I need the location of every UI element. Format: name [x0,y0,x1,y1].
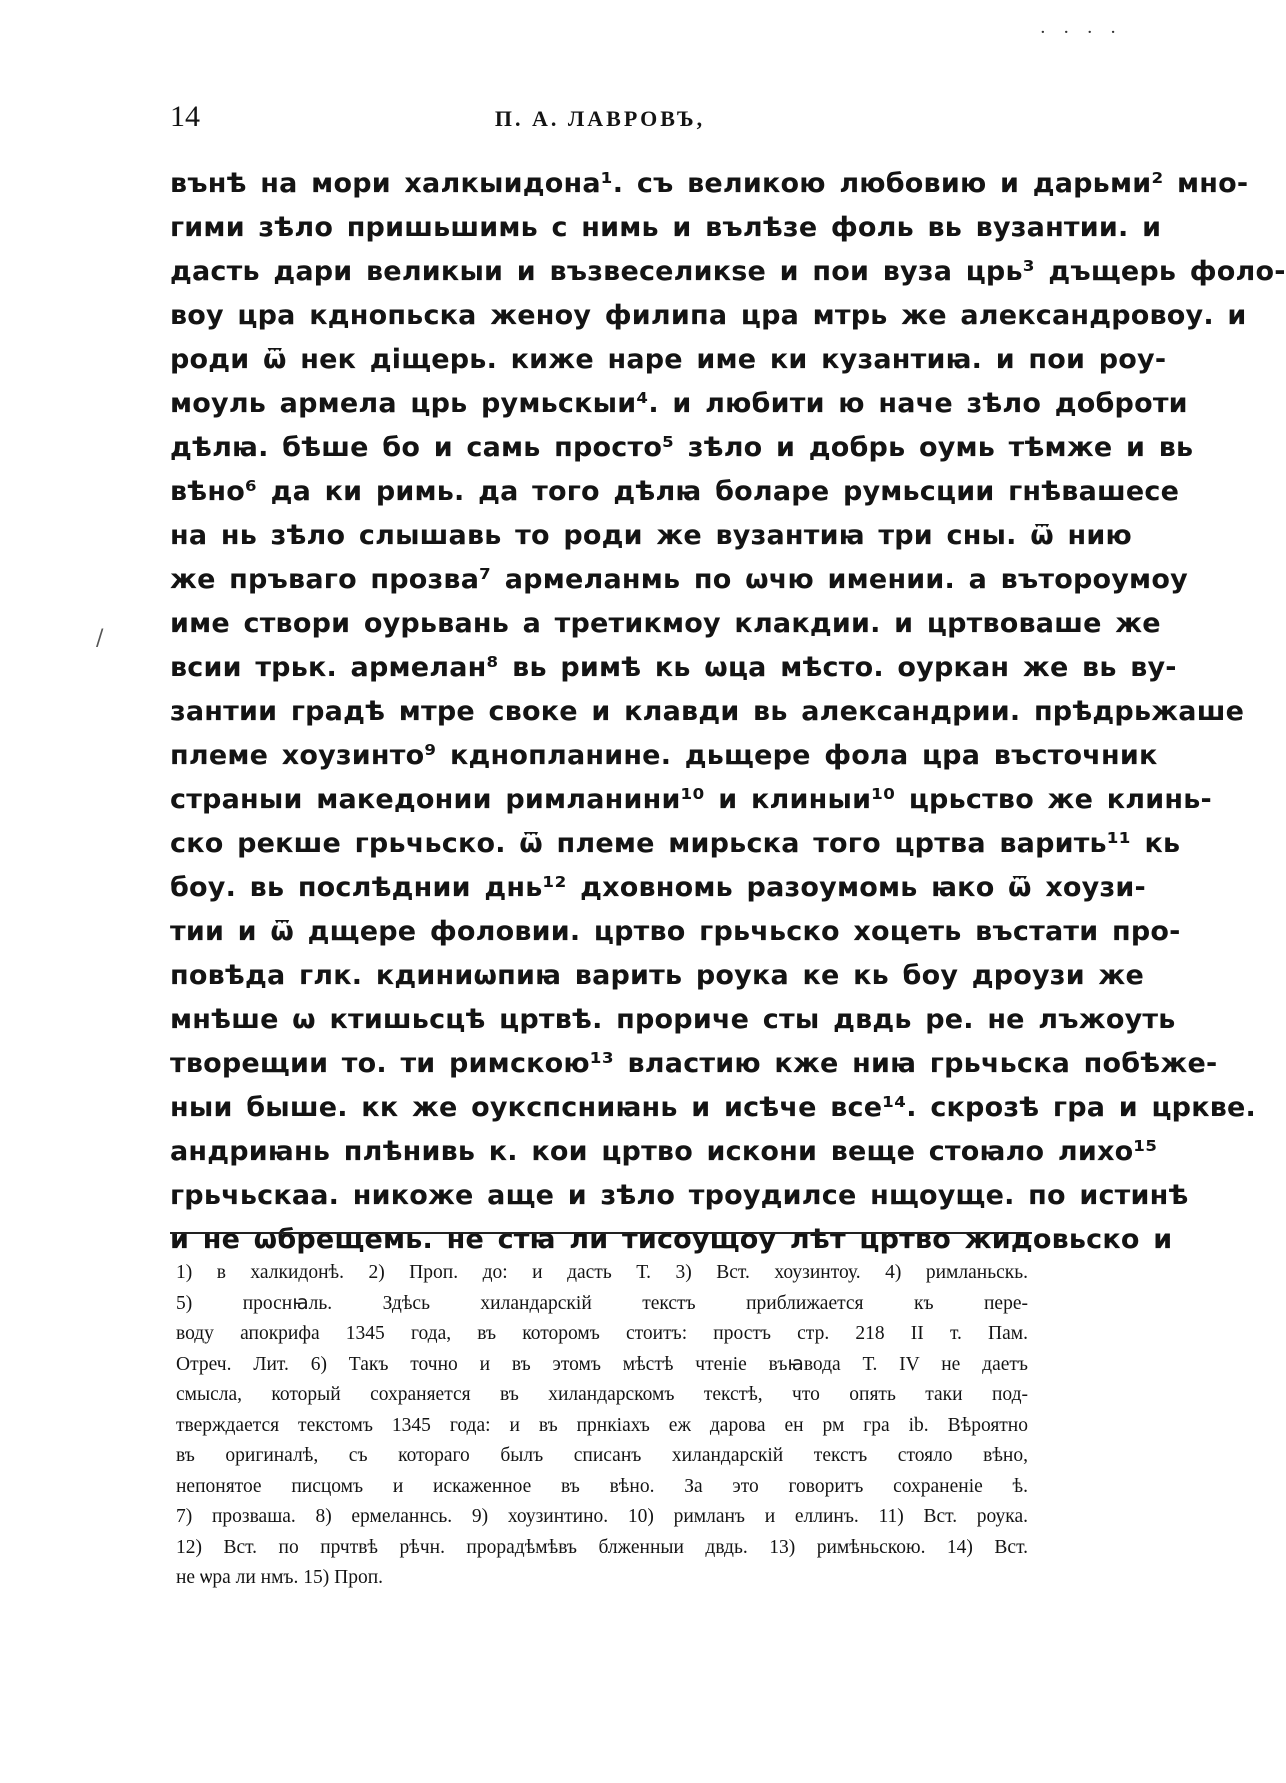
text-line-10: же пръваго прозва⁷ армеланмь по ѡчю имении. а вътороумоу [170,564,1188,595]
text-line-18: тии и ѿ дщере фоловии. цртво грьчьско хоцеть въстати про- [170,916,1181,947]
footnote-line-4: Отреч. Лит. 6) Такъ точно и въ этомъ мѣстѣ чтеніе въꙗвода Т. IV не даетъ [176,1353,1028,1375]
footnote-line-5: смысла, который сохраняется въ хиландарскомъ текстѣ, что опять таки под- [176,1384,1028,1405]
text-line-2: гими зѣло пришьшимь с нимь и вълѣзе фоль вь вузантии. и [170,212,1162,243]
page-header [170,100,1030,148]
text-line-24: грьчьскаа. никоже аще и зѣло троудилсе нщоуще. по истинѣ [170,1180,1189,1211]
text-line-7: дѣлꙗ. бѣше бо и самь просто⁵ зѣло и добрь оумь тѣмже и вь [170,432,1194,463]
main-text [170,162,1286,1262]
footnote-line-6: тверждается текстомъ 1345 года: и въ прнкіахъ еж дарова ен рм гра ib. Вѣроятно [176,1414,1028,1436]
margin-mark: / [96,626,104,651]
footnote-divider [170,1232,1032,1234]
text-line-6: моуль армела црь румьскыи⁴. и любити ю наче зѣло доброти [170,388,1188,419]
text-line-4: воу цра кднопьска женоу филипа цра мтрь же александровоу. и [170,300,1247,331]
text-line-8: вѣно⁶ да ки римь. да того дѣлꙗ боларе румьсции гнѣвашесе [170,476,1180,507]
corner-dots: · · · · [1039,22,1122,43]
text-line-23: андриꙗнь плѣнивь к. кои цртво искони веще стоꙗло лихо¹⁵ [170,1136,1158,1167]
text-line-12: всии трьк. армелан⁸ вь римѣ кь ѡца мѣсто. оуркан же вь ву- [170,652,1177,683]
footnote-line-9: 7) прозваша. 8) ермеланнсь. 9) хоузинтино. 10) римланъ и еллинъ. 11) Вст. роука. [176,1506,1028,1527]
text-line-16: ско рекше грьчьско. ѿ племе мирьска того цртва варить¹¹ кь [170,828,1181,859]
footnote-line-7: въ оригиналѣ, съ котораго былъ списанъ хиландарскій текстъ стояло вѣно, [176,1445,1028,1466]
footnote-line-1: 1) в халкидонѣ. 2) Проп. до: и дасть Т. 3) Вст. хоузинтоу. 4) римланьскь. [176,1262,1028,1283]
footnotes [176,1258,1028,1594]
text-line-9: на нь зѣло слышавь то роди же вузантиꙗ три сны. ѿ нию [170,520,1132,551]
text-line-13: зантии градѣ мтре своке и клавди вь александрии. прѣдрьжаше [170,696,1245,727]
text-line-3: дасть дари великыи и възвеселикѕе и пои вуза црь³ дъщерь фоло- [170,256,1286,287]
text-line-15: страныи македонии римланини¹⁰ и клиныи¹⁰ црьство же клинь- [170,784,1212,815]
text-line-17: боу. вь послѣднии днь¹² дховномь разоумомь ꙗко ѿ хоузи- [170,872,1146,903]
running-title: П. А. ЛАВРОВЪ, [494,106,706,131]
text-line-19: повѣда глк. кдиниѡпиꙗ варить роука ке кь боу дроузи же [170,960,1144,991]
footnote-line-3: воду апокрифа 1345 года, въ которомъ стоитъ: простъ стр. 218 II т. Пам. [176,1323,1028,1344]
text-line-11: име створи оурьвань а третикмоу клакдии. и цртвоваше же [170,608,1161,639]
text-line-1: вънѣ на мори халкыидона¹. съ великою любовию и дарьми² мно- [170,168,1249,199]
footnote-line-10: 12) Вст. по прчтвѣ рѣчн. прорадѣмѣвъ блженныи двдь. 13) римѣньскою. 14) Вст. [176,1536,1028,1558]
footnote-line-8: непонятое писцомъ и искаженное въ вѣно. За это говоритъ сохраненіе ѣ. [176,1475,1028,1497]
text-line-25: и не ѡбрещемь. не стꙗ ли тисоущоу лѣт цртво жидовьско и [170,1224,1173,1255]
footnote-line-2: 5) проснꙗль. Здѣсь хиландарскій текстъ приближается къ пере- [176,1292,1028,1314]
text-line-14: племе хоузинто⁹ кднопланине. дьщере фола цра въсточник [170,740,1158,771]
text-line-21: творещии то. ти римскою¹³ властию кже ниꙗ грьчьска побѣже- [170,1048,1218,1079]
text-line-22: ныи быше. кк же оукспсниꙗнь и исѣче все¹⁴. скрозѣ гра и цркве. [170,1092,1256,1123]
text-line-20: мнѣше ѡ ктишьсцѣ цртвѣ. прориче сты двдь ре. не лъжоуть [170,1004,1176,1035]
footnote-line-11: не ѡра ли нмъ. 15) Проп. [176,1567,384,1588]
text-line-5: роди ѿ нек діщерь. киже наре име ки кузантиꙗ. и пои роу- [170,344,1167,375]
page-number: 14 [170,100,200,133]
